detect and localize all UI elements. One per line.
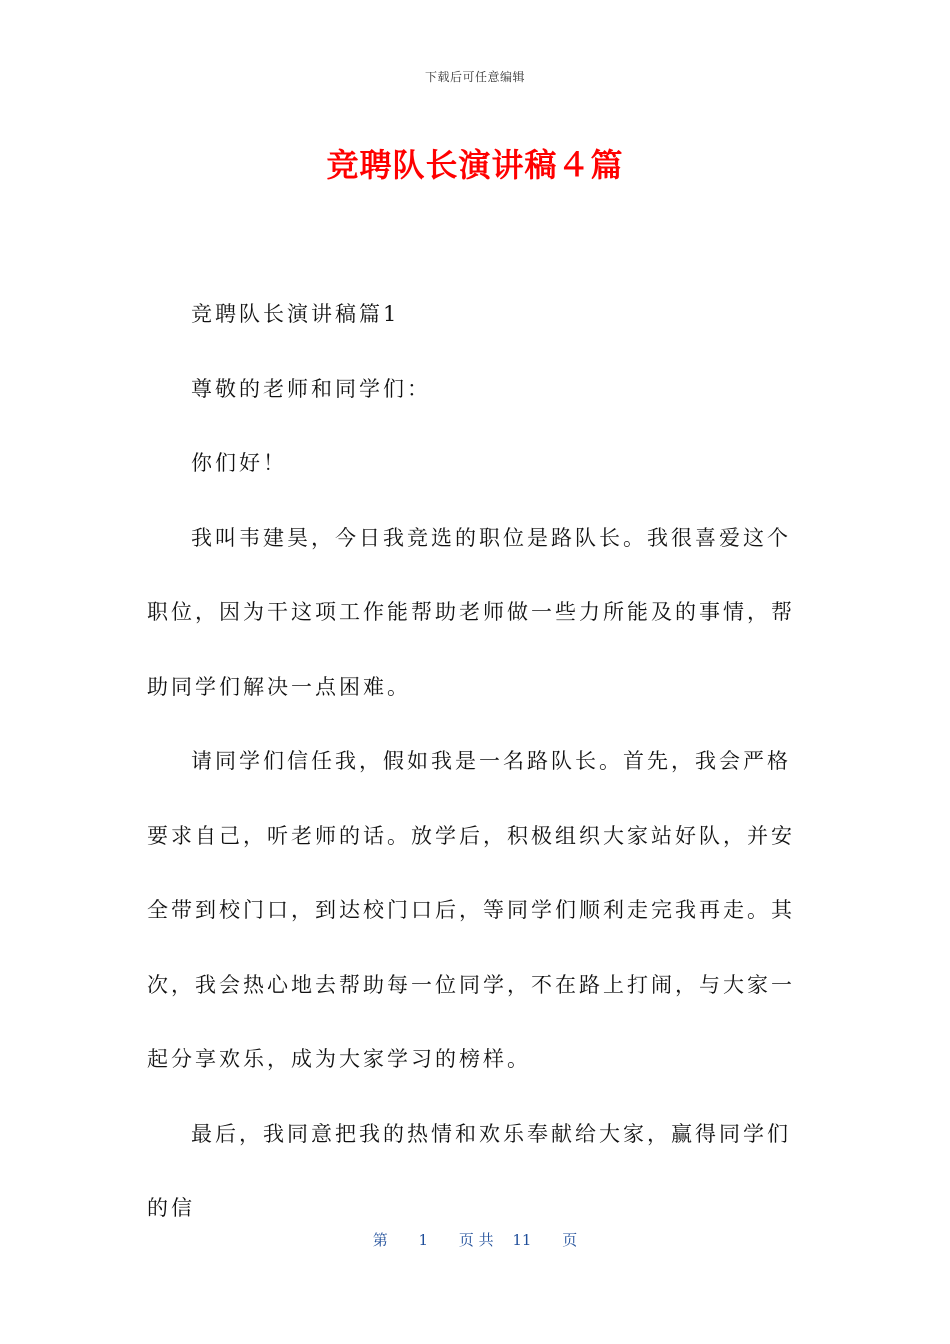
paragraph: 请同学们信任我，假如我是一名路队长。首先，我会严格要求自己，听老师的话。放学后，积极组织大家站好队，并安全带到校门口，到达校门口后，等同学们顺利走完我再走。其次，我会热心地去帮助每一位同学，不在路上打闹，与大家一起分享欢乐，成为大家学习的榜样。	[147, 749, 795, 1071]
greeting: 你们好！	[191, 451, 287, 475]
page-mid-text: 页 共	[458, 1231, 494, 1249]
paragraph: 最后，我同意把我的热情和欢乐奉献给大家，赢得同学们的信	[147, 1121, 791, 1220]
document-body	[147, 277, 797, 1246]
section-heading: 竞聘队长演讲稿篇1	[191, 302, 400, 326]
total-pages-number: 11	[512, 1231, 532, 1249]
paragraph: 我叫韦建昊，今日我竞选的职位是路队长。我很喜爱这个职位，因为干这项工作能帮助老师做一些力所能及的事情，帮助同学们解决一点困难。	[147, 525, 795, 699]
document-title: 竞聘队长演讲稿４篇	[326, 146, 624, 184]
current-page-number: 1	[418, 1231, 429, 1249]
salutation: 尊敬的老师和同学们：	[191, 376, 431, 401]
header-note: 下载后可任意编辑	[424, 70, 525, 84]
page-suffix: 页	[562, 1231, 578, 1249]
page-prefix: 第	[372, 1231, 388, 1249]
page-footer	[0, 1229, 950, 1250]
